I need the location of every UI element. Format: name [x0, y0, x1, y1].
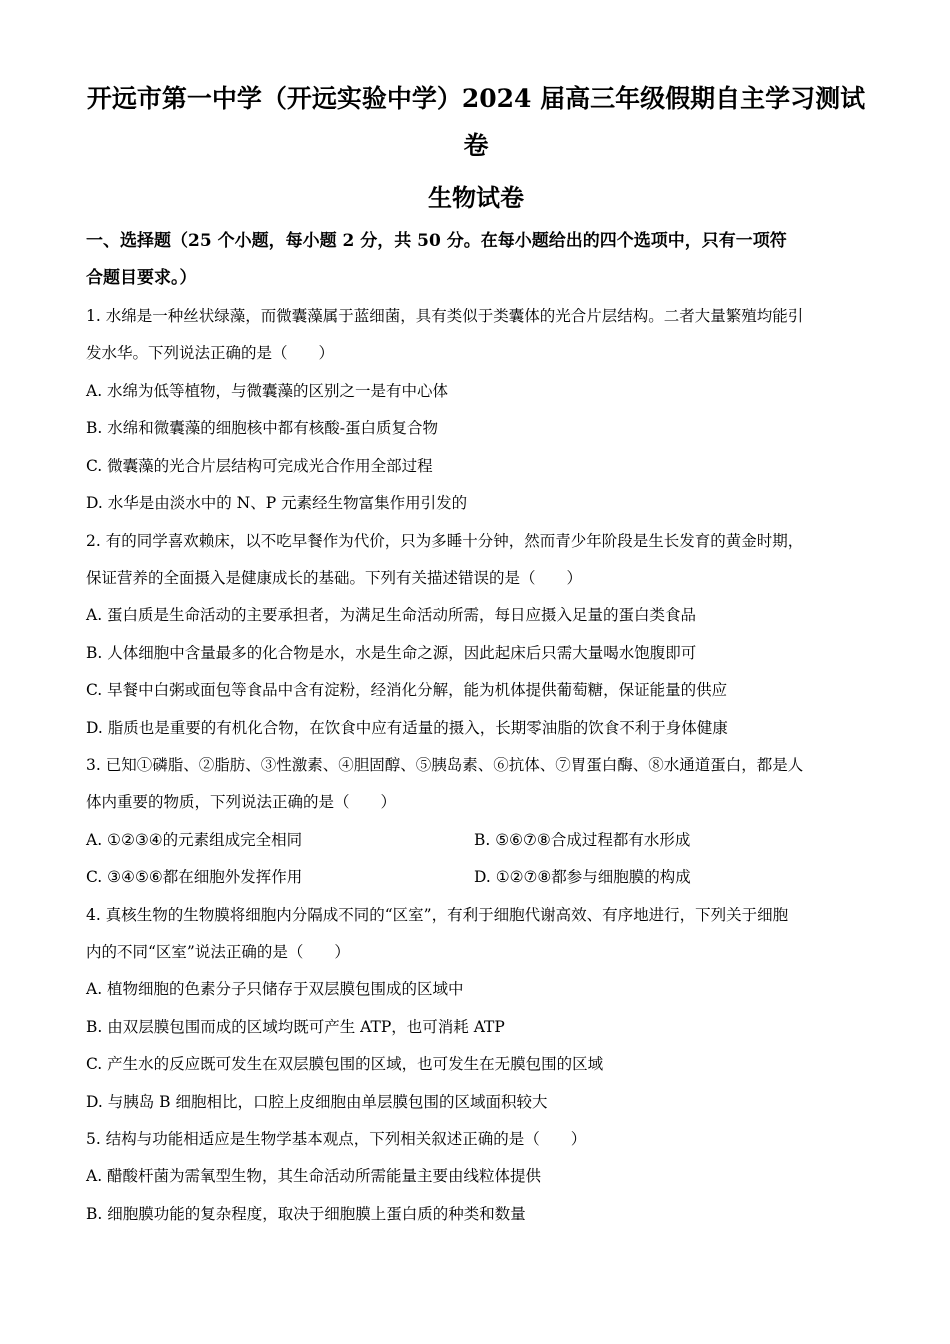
q1-option-c: C. 微囊藻的光合片层结构可完成光合作用全部过程	[86, 457, 433, 475]
q5-stem-line1: 5. 结构与功能相适应是生物学基本观点，下列相关叙述正确的是（ ）	[86, 1130, 587, 1148]
q3-option-b: B. ⑤⑥⑦⑧合成过程都有水形成	[474, 831, 691, 849]
q2-option-b: B. 人体细胞中含量最多的化合物是水，水是生命之源，因此起床后只需大量喝水饱腹即可	[86, 644, 697, 662]
q4-option-b: B. 由双层膜包围而成的区域均既可产生 ATP，也可消耗 ATP	[86, 1018, 505, 1036]
q3-option-d: D. ①②⑦⑧都参与细胞膜的构成	[474, 868, 691, 886]
section-heading-line1: 一、选择题（25 个小题，每小题 2 分，共 50 分。在每小题给出的四个选项中，只有一项符	[86, 231, 787, 251]
q5-option-a: A. 醋酸杆菌为需氧型生物，其生命活动所需能量主要由线粒体提供	[86, 1167, 542, 1185]
q1-option-b: B. 水绵和微囊藻的细胞核中都有核酸-蛋白质复合物	[86, 419, 438, 437]
q2-option-c: C. 早餐中白粥或面包等食品中含有淀粉，经消化分解，能为机体提供葡萄糖，保证能量的供应	[86, 681, 728, 699]
q3-option-a: A. ①②③④的元素组成完全相同	[86, 831, 303, 849]
q3-option-c: C. ③④⑤⑥都在细胞外发挥作用	[86, 868, 303, 886]
q4-option-c: C. 产生水的反应既可发生在双层膜包围的区域，也可发生在无膜包围的区域	[86, 1055, 604, 1073]
q1-option-d: D. 水华是由淡水中的 N、P 元素经生物富集作用引发的	[86, 494, 468, 512]
exam-title-line2: 卷	[463, 131, 489, 160]
q1-stem-line1: 1. 水绵是一种丝状绿藻，而微囊藻属于蓝细菌，具有类似于类囊体的光合片层结构。二者大量繁殖均能引	[86, 307, 804, 325]
exam-title-line1: 开远市第一中学（开远实验中学）2024 届高三年级假期自主学习测试	[86, 84, 866, 113]
exam-subtitle: 生物试卷	[428, 183, 524, 212]
q5-option-b: B. 细胞膜功能的复杂程度，取决于细胞膜上蛋白质的种类和数量	[86, 1205, 526, 1223]
q1-option-a: A. 水绵为低等植物，与微囊藻的区别之一是有中心体	[86, 382, 449, 400]
q1-stem-line2: 发水华。下列说法正确的是（ ）	[86, 344, 335, 362]
q4-stem-line1: 4. 真核生物的生物膜将细胞内分隔成不同的“区室”，有利于细胞代谢高效、有序地进行，下列关于细胞	[86, 906, 789, 924]
section-heading-line2: 合题目要求。）	[86, 268, 197, 288]
q2-stem-line2: 保证营养的全面摄入是健康成长的基础。下列有关描述错误的是（ ）	[86, 569, 583, 587]
q3-stem-line1: 3. 已知①磷脂、②脂肪、③性激素、④胆固醇、⑤胰岛素、⑥抗体、⑦胃蛋白酶、⑧水通道蛋白，都是人	[86, 756, 804, 774]
q2-option-d: D. 脂质也是重要的有机化合物，在饮食中应有适量的摄入，长期零油脂的饮食不利于身体健康	[86, 719, 728, 737]
q4-stem-line2: 内的不同“区室”说法正确的是（ ）	[86, 943, 350, 961]
q2-stem-line1: 2. 有的同学喜欢赖床，以不吃早餐作为代价，只为多睡十分钟，然而青少年阶段是生长发育的黄金时期，	[86, 532, 804, 550]
q4-option-d: D. 与胰岛 B 细胞相比，口腔上皮细胞由单层膜包围的区域面积较大	[86, 1093, 548, 1111]
q3-stem-line2: 体内重要的物质，下列说法正确的是（ ）	[86, 793, 397, 811]
q2-option-a: A. 蛋白质是生命活动的主要承担者，为满足生命活动所需，每日应摄入足量的蛋白类食品	[86, 606, 697, 624]
q4-option-a: A. 植物细胞的色素分子只储存于双层膜包围成的区域中	[86, 980, 464, 998]
